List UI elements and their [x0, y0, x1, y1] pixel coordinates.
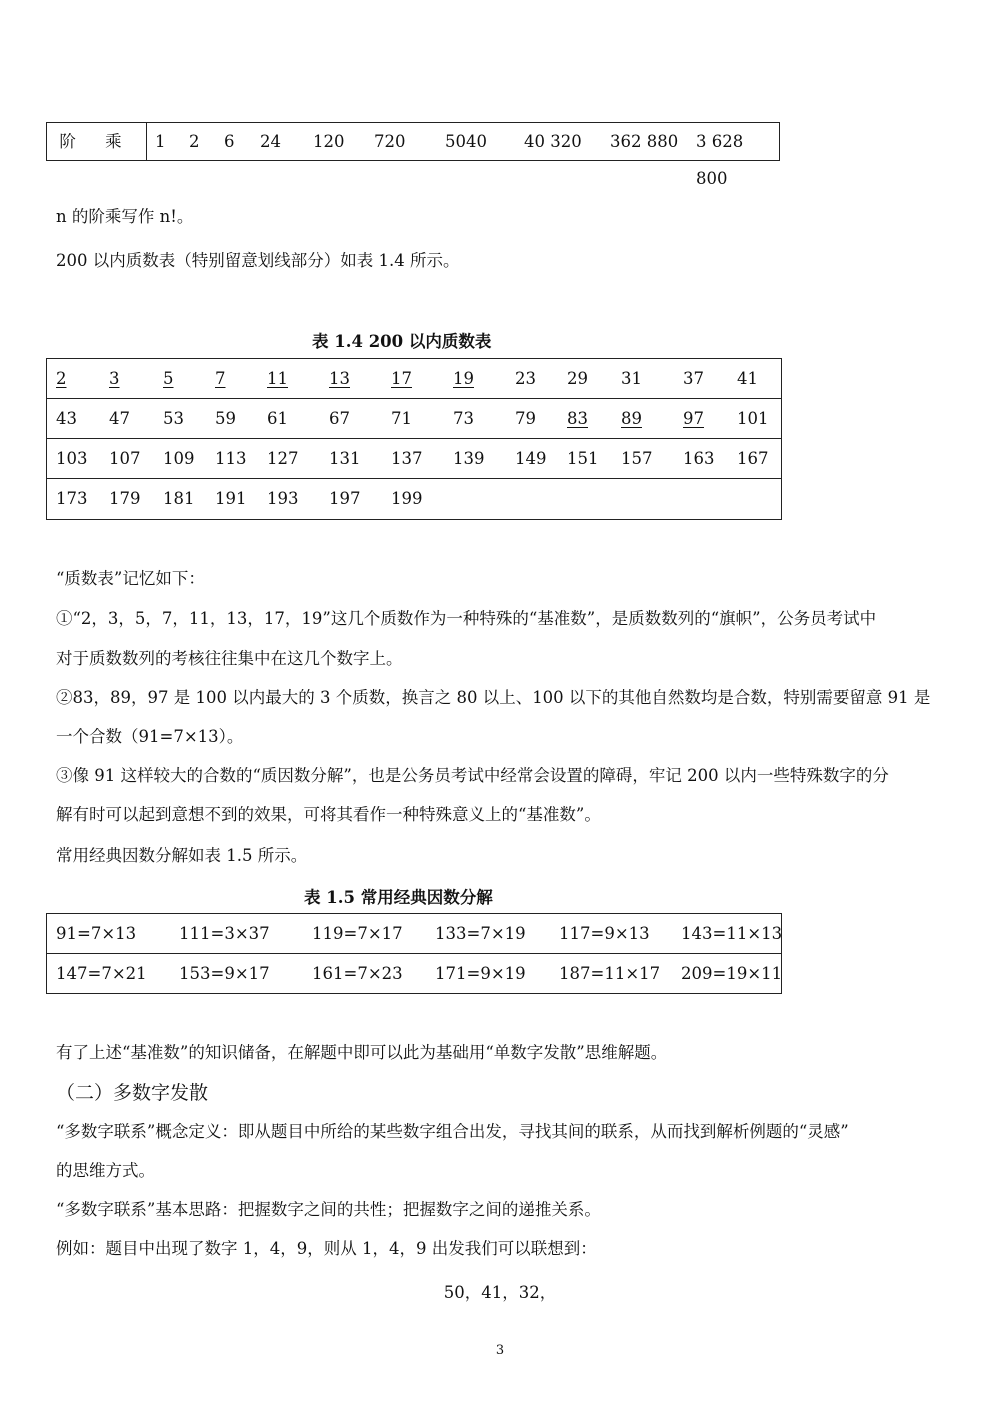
prime-cell: 97	[683, 409, 704, 428]
prime-cell: 173	[56, 489, 88, 508]
notation-paragraph: n 的阶乘写作 n!。	[56, 207, 194, 226]
prime-cell: 127	[267, 449, 299, 468]
factor-cell: 171=9×19	[435, 964, 526, 983]
factorial-value: 3 628 800	[696, 132, 744, 188]
factor-table	[46, 913, 782, 994]
factor-cell: 133=7×19	[435, 924, 526, 943]
prime-cell: 37	[683, 369, 704, 388]
prime-cell: 5	[163, 369, 174, 388]
example-paragraph: 例如：题目中出现了数字 1，4，9，则从 1，4，9 出发我们可以联想到：	[56, 1239, 597, 1258]
prime-row	[47, 359, 781, 399]
memory-item2-line1: ②83，89，97 是 100 以内最大的 3 个质数，换言之 80 以上、100 以下的其他自然数均是合数，特别需要留意 91 是	[56, 688, 931, 707]
prime-cell: 79	[515, 409, 536, 428]
prime-cell: 137	[391, 449, 423, 468]
factor-cell: 119=7×17	[312, 924, 403, 943]
prime-cell: 17	[391, 369, 412, 388]
memory-item1-line1: ①“2，3，5，7，11，13，17，19”这几个质数作为一种特殊的“基准数”，是质数数列的“旗帜”，公务员考试中	[56, 609, 877, 628]
factor-table-caption: 表 1.5 常用经典因数分解	[304, 888, 493, 907]
memory-item3-line1: ③像 91 这样较大的合数的“质因数分解”，也是公务员考试中经常会设置的障碍，牢记 200 以内一些特殊数字的分	[56, 766, 889, 785]
factorial-label: 阶 乘	[47, 123, 147, 160]
prime-cell: 199	[391, 489, 423, 508]
memory-item1-line2: 对于质数数列的考核往往集中在这几个数字上。	[56, 649, 403, 668]
factorial-value: 1	[155, 132, 166, 151]
prime-intro-paragraph: 200 以内质数表（特别留意划线部分）如表 1.4 所示。	[56, 251, 460, 270]
factor-row	[47, 914, 781, 954]
factor-row	[47, 954, 781, 994]
factorial-value: 2	[189, 132, 200, 151]
prime-cell: 167	[737, 449, 769, 468]
prime-cell: 163	[683, 449, 715, 468]
prime-cell: 197	[329, 489, 361, 508]
prime-cell: 113	[215, 449, 247, 468]
prime-row	[47, 399, 781, 439]
factor-cell: 117=9×13	[559, 924, 650, 943]
prime-cell: 103	[56, 449, 88, 468]
factorial-value: 40 320	[524, 132, 582, 151]
prime-cell: 71	[391, 409, 412, 428]
prime-cell: 139	[453, 449, 485, 468]
factor-cell: 153=9×17	[179, 964, 270, 983]
prime-cell: 149	[515, 449, 547, 468]
prime-cell: 7	[215, 369, 226, 388]
prime-cell: 13	[329, 369, 350, 388]
example-sequence: 50，41，32，	[443, 1283, 557, 1302]
factorial-value: 120	[313, 132, 345, 151]
memory-item2-line2: 一个合数（91=7×13）。	[56, 727, 244, 746]
prime-cell: 31	[621, 369, 642, 388]
definition-line2: 的思维方式。	[56, 1161, 155, 1180]
approach-paragraph: “多数字联系”基本思路：把握数字之间的共性；把握数字之间的递推关系。	[56, 1200, 601, 1219]
prime-cell: 89	[621, 409, 642, 428]
factor-cell: 209=19×11	[681, 964, 783, 983]
factorial-value: 720	[374, 132, 406, 151]
definition-line1: “多数字联系”概念定义：即从题目中所给的某些数字组合出发，寻找其间的联系，从而找到解析例题的“灵感”	[56, 1122, 849, 1141]
page-number: 3	[495, 1343, 505, 1358]
factorial-value: 5040	[445, 132, 487, 151]
prime-cell: 47	[109, 409, 130, 428]
prime-cell: 157	[621, 449, 653, 468]
factor-cell: 161=7×23	[312, 964, 403, 983]
prime-cell: 193	[267, 489, 299, 508]
prime-cell: 83	[567, 409, 588, 428]
prime-row	[47, 439, 781, 479]
factor-cell: 91=7×13	[56, 924, 137, 943]
prime-cell: 3	[109, 369, 120, 388]
prime-cell: 19	[453, 369, 474, 388]
factor-cell: 111=3×37	[179, 924, 270, 943]
prime-cell: 41	[737, 369, 758, 388]
prime-cell: 67	[329, 409, 350, 428]
prime-cell: 43	[56, 409, 77, 428]
factorial-value: 24	[260, 132, 281, 151]
factorial-value: 362 880	[610, 132, 679, 151]
prime-table	[46, 358, 782, 520]
prime-cell: 191	[215, 489, 247, 508]
memory-title: “质数表”记忆如下：	[56, 569, 205, 588]
prime-table-caption: 表 1.4 200 以内质数表	[312, 332, 492, 351]
factor-cell: 143=11×13	[681, 924, 783, 943]
prime-cell: 109	[163, 449, 195, 468]
prime-cell: 73	[453, 409, 474, 428]
prime-cell: 107	[109, 449, 141, 468]
factor-intro-paragraph: 常用经典因数分解如表 1.5 所示。	[56, 846, 308, 865]
prime-cell: 151	[567, 449, 599, 468]
section-title: （二）多数字发散	[56, 1082, 209, 1104]
factor-cell: 187=11×17	[559, 964, 661, 983]
prime-cell: 179	[109, 489, 141, 508]
prime-cell: 181	[163, 489, 195, 508]
prime-cell: 23	[515, 369, 536, 388]
factorial-table	[46, 122, 780, 188]
memory-item3-line2: 解有时可以起到意想不到的效果，可将其看作一种特殊意义上的“基准数”。	[56, 805, 601, 824]
prime-cell: 29	[567, 369, 588, 388]
prime-cell: 59	[215, 409, 236, 428]
prime-cell: 131	[329, 449, 361, 468]
prime-row	[47, 479, 781, 519]
factor-cell: 147=7×21	[56, 964, 147, 983]
prime-cell: 61	[267, 409, 288, 428]
prime-cell: 2	[56, 369, 67, 388]
factorial-value: 6	[224, 132, 235, 151]
prime-cell: 11	[267, 369, 288, 388]
prime-cell: 101	[737, 409, 769, 428]
closing-paragraph: 有了上述“基准数”的知识储备，在解题中即可以此为基础用“单数字发散”思维解题。	[56, 1043, 668, 1062]
prime-cell: 53	[163, 409, 184, 428]
